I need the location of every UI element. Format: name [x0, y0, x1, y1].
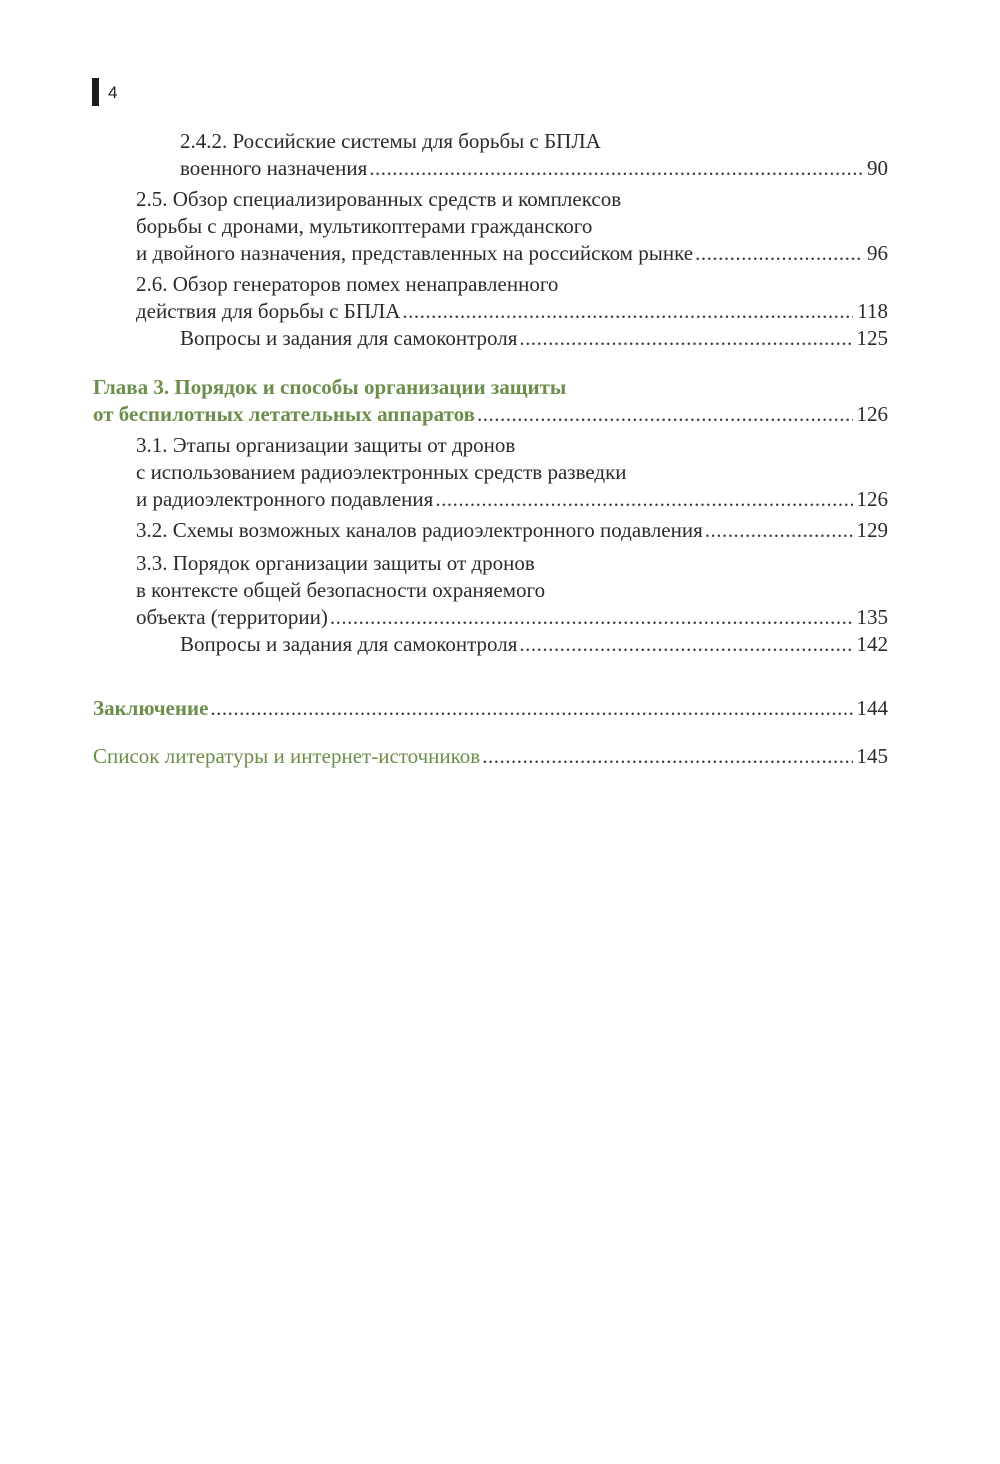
- toc-entry-3-1[interactable]: [136, 486, 888, 512]
- toc-entry-text: действия для борьбы с БПЛА: [136, 299, 401, 323]
- toc-entry-2-5[interactable]: [136, 240, 888, 266]
- toc-entry-text: от беспилотных летательных аппаратов: [93, 402, 475, 426]
- toc-line: в контексте общей безопасности охраняемого: [136, 578, 546, 602]
- toc-entry-text: и радиоэлектронного подавления: [136, 487, 434, 511]
- dot-leader: [402, 298, 853, 324]
- page-number: 4: [108, 83, 118, 102]
- toc-page-number: 118: [857, 299, 888, 323]
- toc-entry-text: объекта (территории): [136, 605, 328, 629]
- toc-page-number: 126: [856, 487, 888, 511]
- toc-page-number: 96: [867, 241, 888, 265]
- toc-line: борьбы с дронами, мультикоптерами гражданского: [136, 214, 593, 238]
- dot-leader: [330, 604, 853, 630]
- toc-line: 3.1. Этапы организации защиты от дронов: [136, 433, 516, 457]
- toc-entry-text: Список литературы и интернет-источников: [93, 744, 481, 768]
- toc-line: 2.6. Обзор генераторов помех ненаправленного: [136, 272, 559, 296]
- toc-entry-questions-ch3[interactable]: [180, 631, 888, 657]
- page-marker-bar: [92, 78, 99, 106]
- dot-leader: [477, 401, 853, 427]
- dot-leader: [435, 486, 852, 512]
- toc-line: 2.5. Обзор специализированных средств и комплексов: [136, 187, 622, 211]
- dot-leader: [369, 155, 863, 181]
- toc-line: с использованием радиоэлектронных средств разведки: [136, 460, 627, 484]
- toc-page-number: 126: [856, 402, 888, 426]
- dot-leader: [519, 631, 852, 657]
- toc-entry-3-2[interactable]: [136, 517, 888, 543]
- dot-leader: [519, 325, 852, 351]
- toc-entry-text: военного назначения: [180, 156, 368, 180]
- toc-entry-text: Вопросы и задания для самоконтроля: [180, 632, 518, 656]
- toc-entry-text: Вопросы и задания для самоконтроля: [180, 326, 518, 350]
- toc-line: 2.4.2. Российские системы для борьбы с БПЛА: [180, 129, 601, 153]
- chapter-3-heading: Глава 3. Порядок и способы организации защиты: [93, 375, 567, 399]
- dot-leader: [705, 517, 853, 543]
- dot-leader: [482, 743, 852, 769]
- toc-line: 3.3. Порядок организации защиты от дронов: [136, 551, 535, 575]
- toc-entry-2-4-2[interactable]: [180, 155, 888, 181]
- toc-page-number: 145: [856, 744, 888, 768]
- toc-entry-questions-ch2[interactable]: [180, 325, 888, 351]
- dot-leader: [210, 695, 852, 721]
- toc-entry-chapter-3[interactable]: [93, 401, 888, 427]
- toc-entry-3-3[interactable]: [136, 604, 888, 630]
- toc-entry-2-6[interactable]: [136, 298, 888, 324]
- toc-page-number: 144: [856, 696, 888, 720]
- toc-page-number: 142: [856, 632, 888, 656]
- toc-entry-conclusion[interactable]: [93, 695, 888, 721]
- toc-page-number: 90: [867, 156, 888, 180]
- toc-page-number: 135: [856, 605, 888, 629]
- toc-entry-text: Заключение: [93, 696, 209, 720]
- toc-page-number: 125: [856, 326, 888, 350]
- dot-leader: [695, 240, 863, 266]
- toc-entry-text: 3.2. Схемы возможных каналов радиоэлектронного подавления: [136, 518, 703, 542]
- toc-page-number: 129: [856, 518, 888, 542]
- toc-entry-text: и двойного назначения, представленных на российском рынке: [136, 241, 694, 265]
- toc-entry-references[interactable]: [93, 743, 888, 769]
